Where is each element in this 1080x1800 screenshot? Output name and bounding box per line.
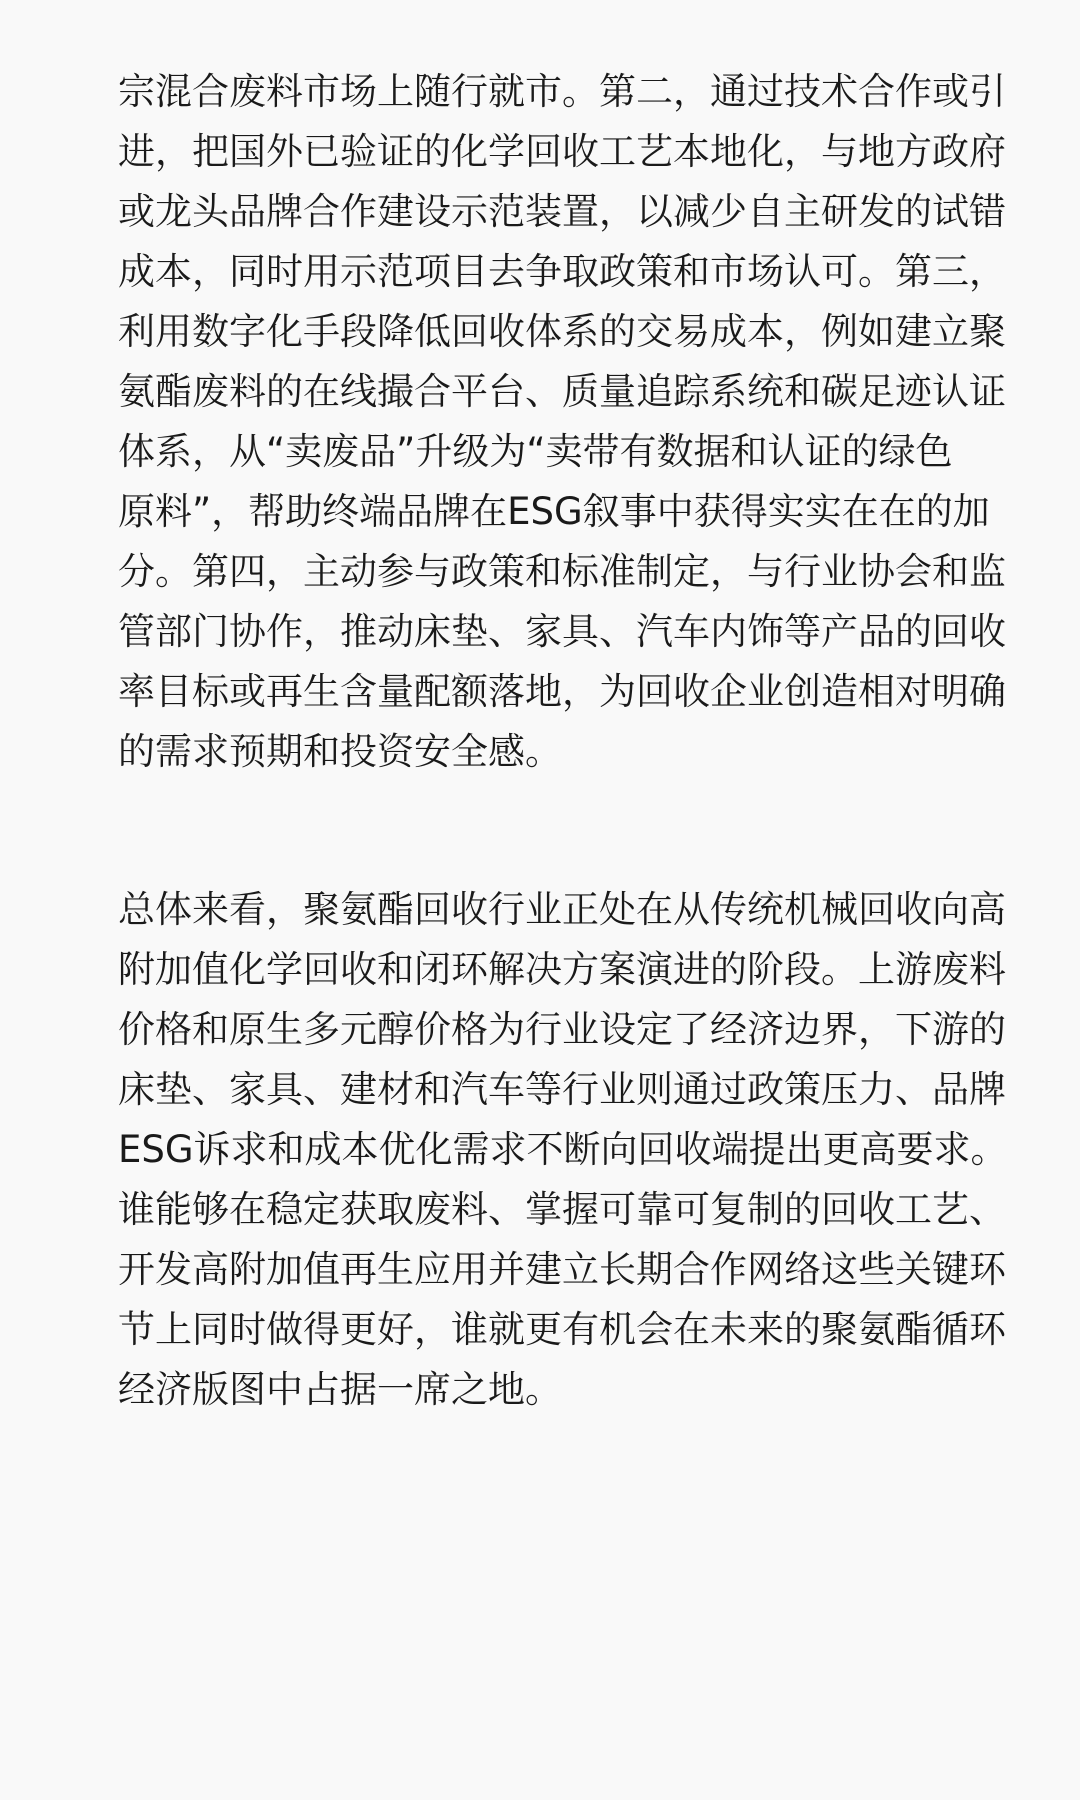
paragraph-strategies	[118, 62, 1018, 782]
text-line: 节上同时做得更好，谁就更有机会在未来的聚氨酯循环	[118, 1308, 1006, 1351]
text-line: 宗混合废料市场上随行就市。第二，通过技术合作或引	[118, 70, 1006, 113]
text-line: 总体来看，聚氨酯回收行业正处在从传统机械回收向高	[118, 888, 1006, 931]
paragraph-conclusion	[118, 880, 1018, 1420]
text-line: 床垫、家具、建材和汽车等行业则通过政策压力、品牌	[118, 1068, 1006, 1111]
text-line: 分。第四，主动参与政策和标准制定，与行业协会和监	[118, 550, 1006, 593]
text-line: 成本，同时用示范项目去争取政策和市场认可。第三，	[118, 250, 1006, 293]
text-line: 经济版图中占据一席之地。	[118, 1368, 562, 1411]
text-line: 体系，从“卖废品”升级为“卖带有数据和认证的绿色	[118, 430, 953, 473]
text-line: 利用数字化手段降低回收体系的交易成本，例如建立聚	[118, 310, 1006, 353]
text-line: 开发高附加值再生应用并建立长期合作网络这些关键环	[118, 1248, 1006, 1291]
text-line: 氨酯废料的在线撮合平台、质量追踪系统和碳足迹认证	[118, 370, 1006, 413]
text-line: 管部门协作，推动床垫、家具、汽车内饰等产品的回收	[118, 610, 1006, 653]
article-body	[118, 62, 1018, 1420]
text-line: 价格和原生多元醇价格为行业设定了经济边界，下游的	[118, 1008, 1006, 1051]
text-line: 或龙头品牌合作建设示范装置，以减少自主研发的试错	[118, 190, 1006, 233]
text-line: 率目标或再生含量配额落地，为回收企业创造相对明确	[118, 670, 1006, 713]
text-line: 进，把国外已验证的化学回收工艺本地化，与地方政府	[118, 130, 1006, 173]
text-line: 原料”，帮助终端品牌在ESG叙事中获得实实在在的加	[118, 490, 990, 533]
text-line: 谁能够在稳定获取废料、掌握可靠可复制的回收工艺、	[118, 1188, 1006, 1231]
paragraph-spacer	[118, 782, 1018, 880]
text-line: ESG诉求和成本优化需求不断向回收端提出更高要求。	[118, 1128, 1008, 1171]
text-line: 附加值化学回收和闭环解决方案演进的阶段。上游废料	[118, 948, 1006, 991]
text-line: 的需求预期和投资安全感。	[118, 730, 562, 773]
